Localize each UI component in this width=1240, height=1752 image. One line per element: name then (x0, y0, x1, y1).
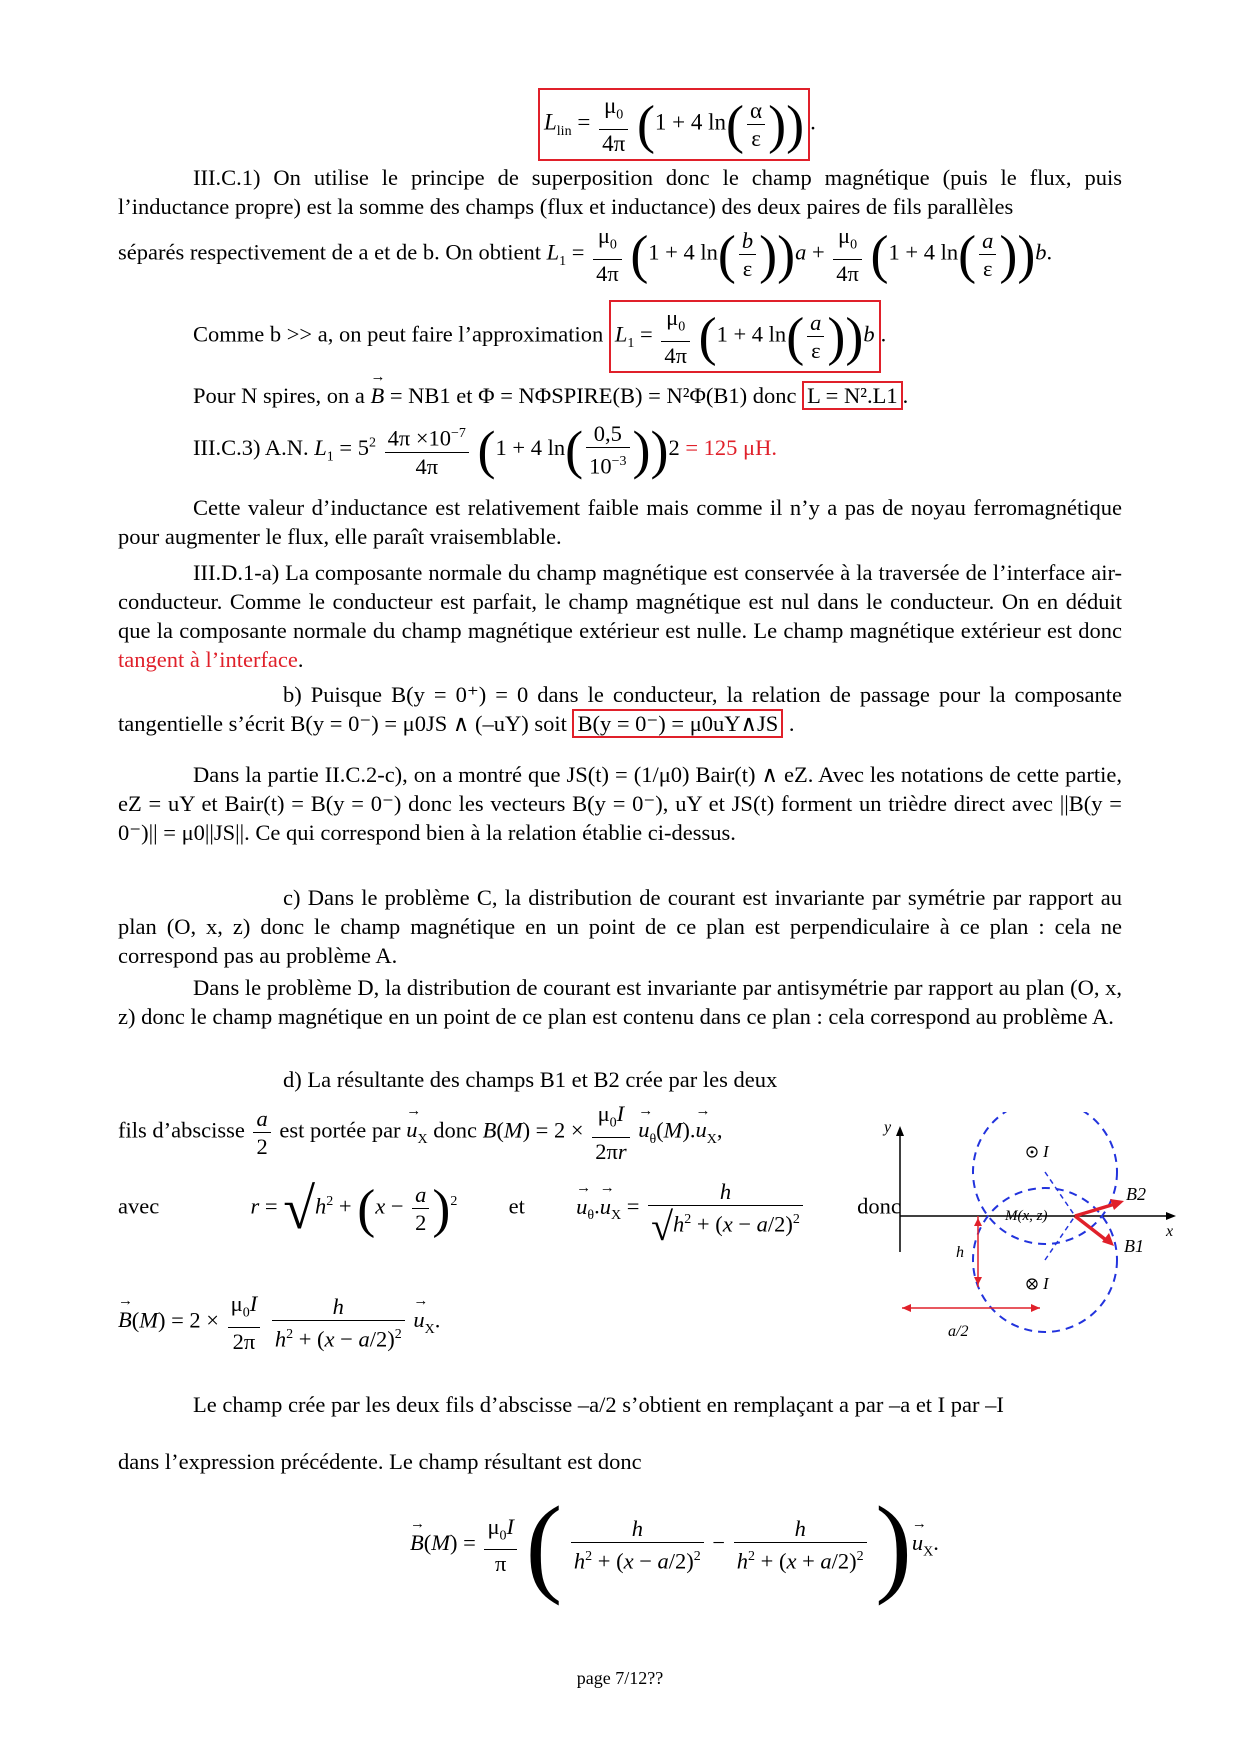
equation-approx: Comme b >> a, on peut faire l’approximation $L_1$ = $\frac{\mu_0}{4\pi}$ (1 + 4 ln( $\frac{a}{\varepsilon}$ ))b . (193, 300, 886, 373)
fig-M-label: M(x, z) (1005, 1208, 1048, 1224)
paragraph-d1a: III.D.1-a) La composante normale du champ magnétique est conservée à la traversée de l’interface air-conducteur. Comme le conducteur est parfait, le champ magnétique est nul dans le conducteur. On en déduit que la composante normale du champ magnétique extérieur est nulle. Le champ magnétique extérieur est donc tangent à l’interface. (118, 560, 1122, 672)
paragraph-champ-cree: Le champ crée par les deux fils d’abscisse –a/2 s’obtient en remplaçant a par –a et I par –I (193, 1392, 1004, 1417)
fig-I-top: I (1043, 1142, 1049, 1161)
equation-an: III.C.3) A.N. $L_1 = 5^2$ $\frac{4\pi \times 10^{-7}}{4\pi}$ (1 + 4 ln( $\frac{0,5}{10^{-3}}$ ))2 = 125 μH. (193, 419, 777, 480)
line-avec: avec $r = √h^2 + (x$ − $\frac{a}{2}$ )$^2$ et → $u_\theta.\to u_X$ = $\frac{h}{√h^2 + (x - a/2)^2}$ donc (118, 1175, 901, 1242)
paragraph-champ-cree2: dans l’expression précédente. Le champ résultant est donc (118, 1449, 642, 1474)
line-spires: Pour N spires, on a → B = NB1 et Φ = NΦSPIRE(B) = N²Φ(B1) donc L = N².L1 . (193, 383, 908, 409)
fig-B1-label: B1 (1124, 1236, 1144, 1256)
paragraph-c1: III.C.1) On utilise le principe de superposition donc le champ magnétique (puis le flux, puis l’inductance propre) est la somme des champs (flux et inductance) des deux paires de fils parallèles (118, 165, 1122, 219)
equation-L-lin: $L_{lin}$ = $\frac{\mu_0}{4\pi}$ (1 + 4 ln( $\frac{\alpha}{\varepsilon}$ )) . (538, 88, 816, 161)
paragraph-c3-comment: Cette valeur d’inductance est relativement faible mais comme il n’y a pas de noyau ferromagnétique pour augmenter le flux, elle paraît vraisemblable. (118, 495, 1122, 549)
equation-BM-half: → B(M) = 2 × $\frac{\mu_0I}{2\pi}$ $\frac{h}{h^2 + (x - a/2)^2}$ → $u_X$. (118, 1290, 440, 1355)
fig-y-label: y (884, 1119, 892, 1136)
figure-wires (880, 1112, 1180, 1352)
fig-I-bot: I (1043, 1274, 1049, 1293)
paragraph-d-prob: Dans le problème D, la distribution de courant est invariante par antisymétrie par rapport au plan (O, x, z) donc le champ magnétique en un point de ce plan est contenu dans ce plan : cela correspond au problème A. (118, 975, 1122, 1029)
paragraph-c: c) Dans le problème C, la distribution de courant est invariante par symétrie par rapport au plan (O, x, z) donc le champ magnétique en un point de ce plan est perpendiculaire à ce plan : cela ne correspond pas au problème A. (118, 885, 1122, 968)
fig-a2-label: a/2 (948, 1323, 969, 1340)
page-footer: page 7/12?? (576, 1668, 664, 1688)
fig-B2-label: B2 (1126, 1184, 1146, 1204)
paragraph-d-res: d) La résultante des champs B1 et B2 crée par les deux (283, 1067, 778, 1092)
fig-x-label: x (1166, 1223, 1174, 1240)
paragraph-partie: Dans la partie II.C.2-c), on a montré que JS(t) = (1/μ0) Bair(t) ∧ eZ. Avec les notations de cette partie, eZ = uY et Bair(t) = B(y = 0⁻) donc les vecteurs B(y = 0⁻), uY et JS(t) forment un trièdre direct avec ||B(y = 0⁻)|| = μ0||JS||. Ce qui correspond bien à la relation établie ci-dessus. (118, 762, 1122, 845)
paragraph-b: b) Puisque B(y = 0⁺) = 0 dans le conducteur, la relation de passage pour la composante tangentielle s’écrit B(y = 0⁻) = μ0JS ∧ (–uY) soit B(y = 0⁻) = μ0uY∧JS . (118, 682, 1122, 736)
equation-BM-final: → B(M) = $\frac{\mu_0I}{\pi}$ ( $\frac{h}{h^2 + (x - a/2)^2}$ − $\frac{h}{h^2 + (x + a/2)^2}$ )→ $u_X$. (410, 1495, 939, 1595)
line-fils: fils d’abscisse $\frac{a}{2}$ est portée par → $u_X$ donc B(M) = 2 × $\frac{\mu_0I}{2\pi r}$ → $u_\theta(M).\to u_X$, (118, 1100, 723, 1165)
fig-h-label: h (956, 1244, 964, 1261)
equation-L1: séparés respectivement de a et de b. On obtient $L_1$ = $\frac{\mu_0}{4\pi}$ (1 + 4 ln( $\frac{b}{\varepsilon}$ ))a + $\frac{\mu_0}{4\pi}$ (1 + 4 ln( $\frac{a}{\varepsilon}$ ))b. (118, 223, 1053, 286)
